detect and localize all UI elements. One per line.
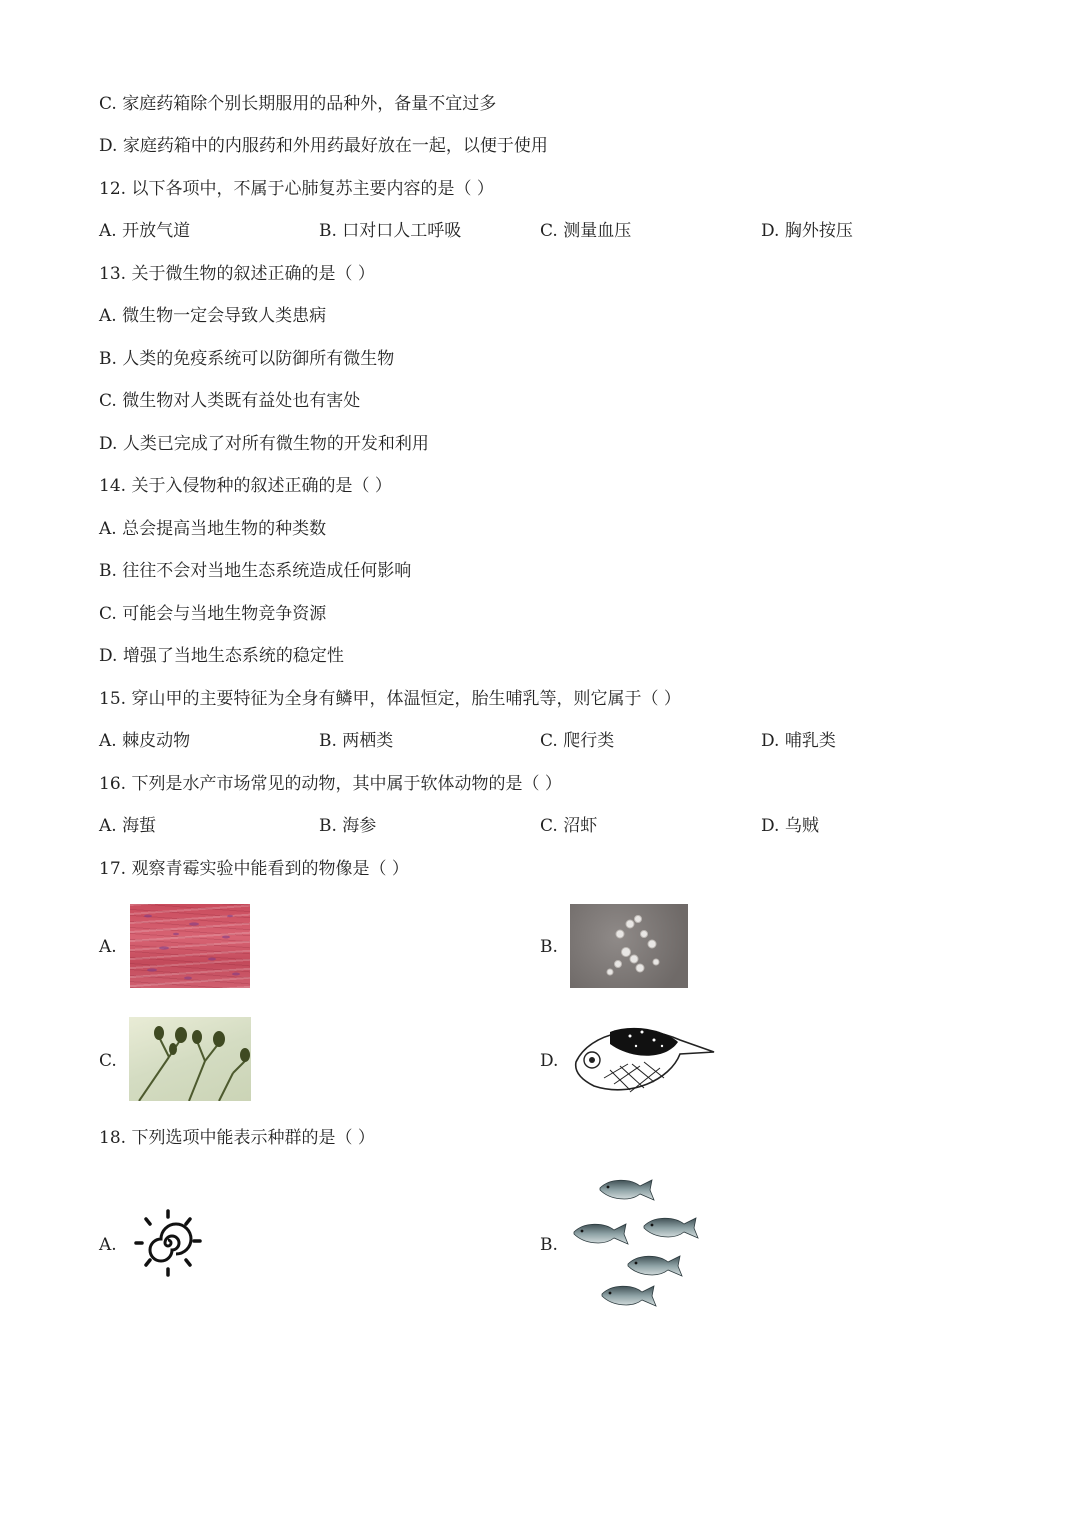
yeast-cells-image (570, 904, 688, 988)
q14-option-b: B. 往往不会对当地生态系统造成任何影响 (99, 561, 412, 581)
q13-option-c: C. 微生物对人类既有益处也有害处 (99, 391, 361, 411)
q16-option-d: D. 乌贼 (761, 816, 819, 836)
q13-option-b: B. 人类的免疫系统可以防御所有微生物 (99, 349, 395, 369)
q16-option-c: C. 沼虾 (540, 816, 598, 836)
q15-option-d: D. 哺乳类 (761, 731, 836, 751)
q12-option-a: A. 开放气道 (99, 221, 191, 241)
q12-option-b: B. 口对口人工呼吸 (319, 221, 462, 241)
q14-stem: 14. 关于入侵物种的叙述正确的是（ ） (99, 476, 392, 496)
q17-label-c: C. (99, 1051, 117, 1071)
q17-label-a: A. (99, 937, 117, 957)
q11-option-c: C. 家庭药箱除个别长期服用的品种外，备量不宜过多 (99, 94, 497, 114)
q12-option-d: D. 胸外按压 (761, 221, 853, 241)
q13-stem: 13. 关于微生物的叙述正确的是（ ） (99, 264, 375, 284)
q14-option-a: A. 总会提高当地生物的种类数 (99, 519, 327, 539)
penicillium-image (129, 1017, 251, 1101)
q18-stem: 18. 下列选项中能表示种群的是（ ） (99, 1128, 375, 1148)
q14-option-c: C. 可能会与当地生物竞争资源 (99, 604, 327, 624)
q15-stem: 15. 穿山甲的主要特征为全身有鳞甲，体温恒定，胎生哺乳等，则它属于（ ） (99, 689, 681, 709)
q16-stem: 16. 下列是水产市场常见的动物，其中属于软体动物的是（ ） (99, 774, 562, 794)
q18-label-a: A. (99, 1235, 117, 1255)
q16-option-a: A. 海蜇 (99, 816, 157, 836)
q13-option-a: A. 微生物一定会导致人类患病 (99, 306, 327, 326)
sun-icon (130, 1207, 206, 1279)
q12-stem: 12. 以下各项中，不属于心肺复苏主要内容的是（ ） (99, 179, 494, 199)
q15-option-a: A. 棘皮动物 (99, 731, 191, 751)
q17-stem: 17. 观察青霉实验中能看到的物像是（ ） (99, 859, 409, 879)
fish-school-image (566, 1172, 706, 1312)
q14-option-d: D. 增强了当地生态系统的稳定性 (99, 646, 344, 666)
q13-option-d: D. 人类已完成了对所有微生物的开发和利用 (99, 434, 429, 454)
q17-label-b: B. (540, 937, 558, 957)
q16-option-b: B. 海参 (319, 816, 377, 836)
muscle-tissue-image (130, 904, 250, 988)
q17-label-d: D. (540, 1051, 559, 1071)
q15-option-c: C. 爬行类 (540, 731, 615, 751)
q11-option-d: D. 家庭药箱中的内服药和外用药最好放在一起，以便于使用 (99, 136, 548, 156)
q18-label-b: B. (540, 1235, 558, 1255)
q12-option-c: C. 测量血压 (540, 221, 632, 241)
water-flea-drawing (570, 1020, 716, 1100)
q15-option-b: B. 两栖类 (319, 731, 394, 751)
